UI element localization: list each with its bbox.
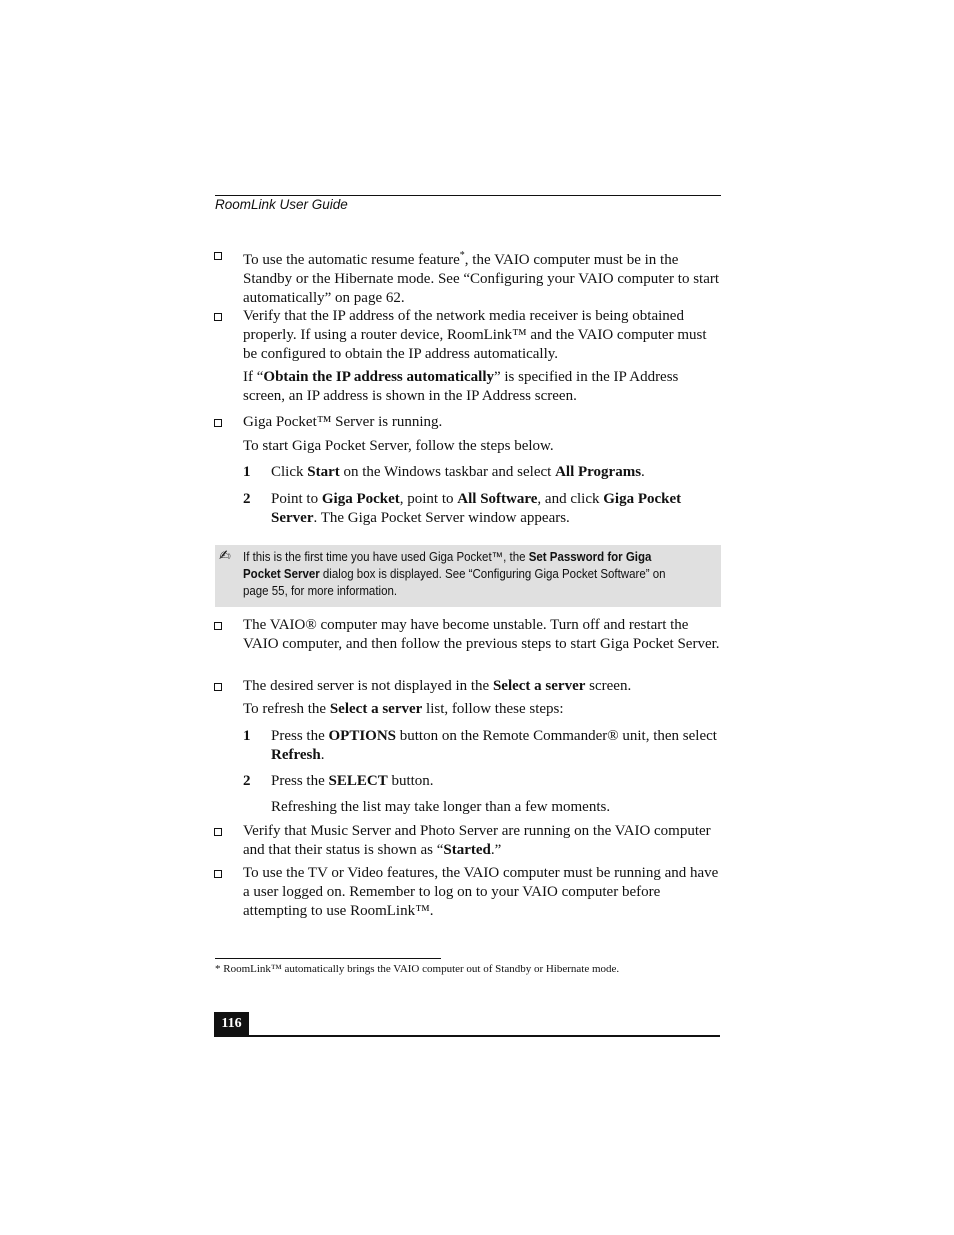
header-rule: [215, 195, 721, 196]
step-bold: Giga Pocket Server: [271, 491, 682, 526]
step-number: 2: [243, 773, 251, 789]
note-text: [243, 549, 679, 600]
server-intro-b: list, follow these steps:: [422, 701, 564, 717]
checkbox-bullet-icon: [214, 313, 222, 321]
step-text: button.: [387, 773, 434, 789]
step-text: Point to: [271, 491, 322, 507]
music-text-b: .”: [490, 842, 502, 858]
ip-subtext: [243, 368, 723, 406]
resume-item: [243, 246, 723, 308]
step-text: .: [641, 464, 645, 480]
server-step-note: Refreshing the list may take longer than a few moments.: [271, 799, 611, 815]
tv-item: To use the TV or Video features, the VAIO computer must be running and have a user logged on. Remember to log on to your VAIO computer before attempting to use RoomLink™.: [243, 865, 719, 919]
ip-sub-b: ” is specified in the IP Address screen, an IP address is shown in the IP Address screen.: [243, 369, 679, 404]
note-bold: Set Password for Giga Pocket Server: [243, 550, 652, 581]
server-step-1: [271, 727, 721, 765]
step-text: , point to: [399, 491, 458, 507]
resume-text-b: , the VAIO computer must be in the Standby or the Hibernate mode. See “Configuring your VAIO computer to start automatically” on page 62.: [243, 252, 720, 306]
step-text: .: [320, 747, 325, 763]
step-number: 1: [243, 464, 251, 480]
resume-text-a: To use the automatic resume feature: [243, 252, 460, 268]
unstable-item: The VAIO® computer may have become unstable. Turn off and restart the VAIO computer, and then follow the previous steps to start Giga Pocket Server.: [243, 617, 720, 652]
step-bold: SELECT: [328, 773, 388, 789]
step-text: Click: [271, 464, 308, 480]
server-item: [243, 677, 723, 696]
server-step-2: [271, 772, 721, 791]
checkbox-bullet-icon: [214, 622, 222, 630]
giga-step-1: [271, 463, 721, 482]
step-bold: Giga Pocket: [321, 491, 400, 507]
server-intro-a: To refresh the: [243, 701, 330, 717]
step-bold: All Programs: [555, 464, 642, 480]
step-text: , and click: [537, 491, 604, 507]
checkbox-bullet-icon: [214, 870, 222, 878]
note-text-a: If this is the first time you have used Giga Pocket™, the: [243, 550, 529, 564]
note-text-b: dialog box is displayed. See “Configuring Giga Pocket Software” on page 55, for more information.: [243, 567, 666, 598]
music-item: [243, 822, 723, 860]
ip-sub-bold: Obtain the IP address automatically: [263, 369, 494, 385]
step-bold: All Software: [457, 491, 538, 507]
giga-step-2: [271, 490, 721, 528]
footnote-rule: [215, 958, 441, 959]
giga-item: Giga Pocket™ Server is running.: [243, 414, 443, 430]
server-bold: Select a server: [492, 678, 586, 694]
footnote: * RoomLink™ automatically brings the VAIO computer out of Standby or Hibernate mode.: [215, 963, 620, 975]
server-text-b: screen.: [585, 678, 632, 694]
step-bold: OPTIONS: [328, 728, 397, 744]
step-text: Press the: [271, 728, 329, 744]
step-text: button on the Remote Commander® unit, then select: [396, 728, 717, 744]
server-intro: [243, 700, 723, 719]
running-header: RoomLink User Guide: [215, 197, 348, 212]
page-number: 116: [214, 1012, 249, 1036]
checkbox-bullet-icon: [214, 683, 222, 691]
server-text-a: The desired server is not displayed in the: [243, 678, 493, 694]
checkbox-bullet-icon: [214, 252, 222, 260]
step-bold: Start: [307, 464, 340, 480]
step-text: . The Giga Pocket Server window appears.: [313, 510, 570, 526]
step-text: on the Windows taskbar and select: [339, 464, 556, 480]
step-bold: Refresh: [271, 747, 321, 763]
checkbox-bullet-icon: [214, 419, 222, 427]
server-intro-bold: Select a server: [329, 701, 423, 717]
pencil-icon: ✍: [219, 548, 231, 564]
step-number: 2: [243, 491, 251, 507]
footer-rule: [214, 1035, 720, 1037]
footnote-marker: *: [459, 250, 465, 261]
step-number: 1: [243, 728, 251, 744]
checkbox-bullet-icon: [214, 828, 222, 836]
ip-item: Verify that the IP address of the network media receiver is being obtained properly. If using a router device, RoomLink™ and the VAIO computer must be configured to obtain the IP address automatically.: [243, 308, 707, 362]
step-text: Press the: [271, 773, 329, 789]
music-bold: Started: [443, 842, 491, 858]
music-text-a: Verify that Music Server and Photo Server are running on the VAIO computer and that their status is shown as “: [243, 823, 711, 858]
giga-intro: To start Giga Pocket Server, follow the steps below.: [243, 438, 554, 454]
ip-sub-a: If “: [243, 369, 264, 385]
